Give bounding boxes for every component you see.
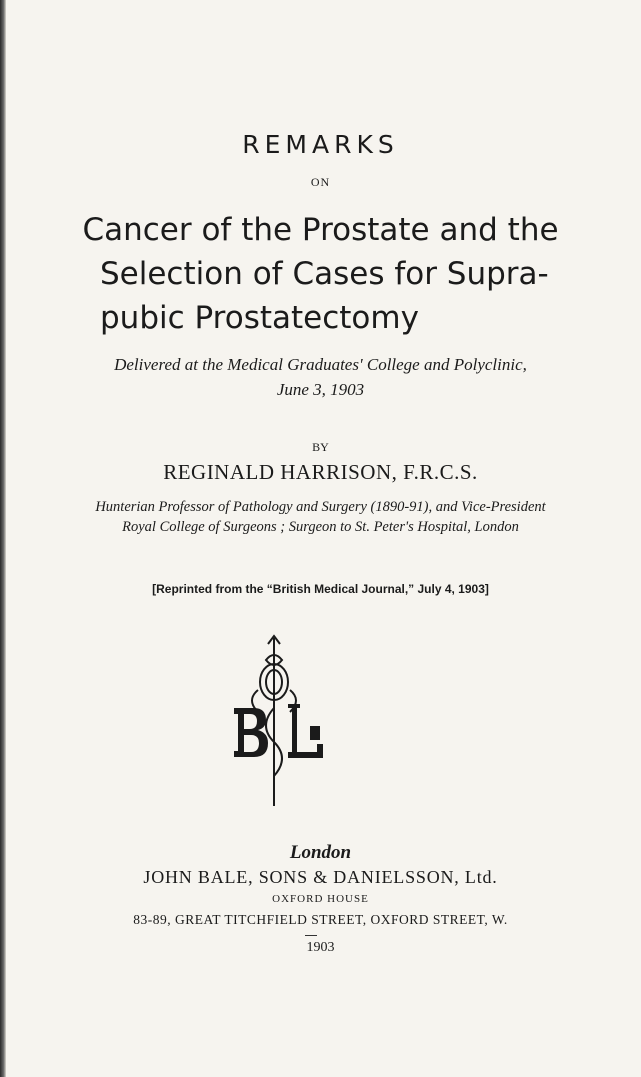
- author-credentials: [0, 497, 641, 537]
- document-title: [0, 208, 641, 340]
- publisher-monogram-icon: [228, 630, 336, 810]
- publisher-name: JOHN BALE, SONS & DANIELSSON, Ltd.: [143, 867, 498, 887]
- credentials-line-1: Hunterian Professor of Pathology and Surgery (1890-91), and Vice-President: [95, 499, 546, 515]
- delivery-line-1: Delivered at the Medical Graduates' College and Polyclinic,: [114, 355, 527, 374]
- author-name: REGINALD HARRISON, F.R.C.S.: [163, 460, 478, 484]
- publisher-house: OXFORD HOUSE: [272, 893, 369, 905]
- delivery-note: [0, 352, 641, 402]
- reprint-note: [Reprinted from the “British Medical Journal,” July 4, 1903]: [152, 582, 489, 596]
- divider-dash: [305, 935, 317, 936]
- title-line-2: Selection of Cases for Supra-: [100, 256, 549, 292]
- title-line-3: pubic Prostatectomy: [100, 300, 419, 336]
- publication-year: 1903: [306, 940, 335, 955]
- title-line-1: Cancer of the Prostate and the: [82, 212, 559, 248]
- delivery-line-2: June 3, 1903: [276, 380, 365, 399]
- credentials-line-2: Royal College of Surgeons ; Surgeon to St. Peter's Hospital, London: [122, 519, 519, 535]
- by-label: BY: [312, 440, 329, 454]
- heading-on: ON: [310, 175, 331, 189]
- publisher-address: 83-89, GREAT TITCHFIELD STREET, OXFORD STREET, W.: [133, 912, 508, 927]
- imprint-place: London: [289, 842, 352, 863]
- page-heading: REMARKS: [242, 130, 399, 159]
